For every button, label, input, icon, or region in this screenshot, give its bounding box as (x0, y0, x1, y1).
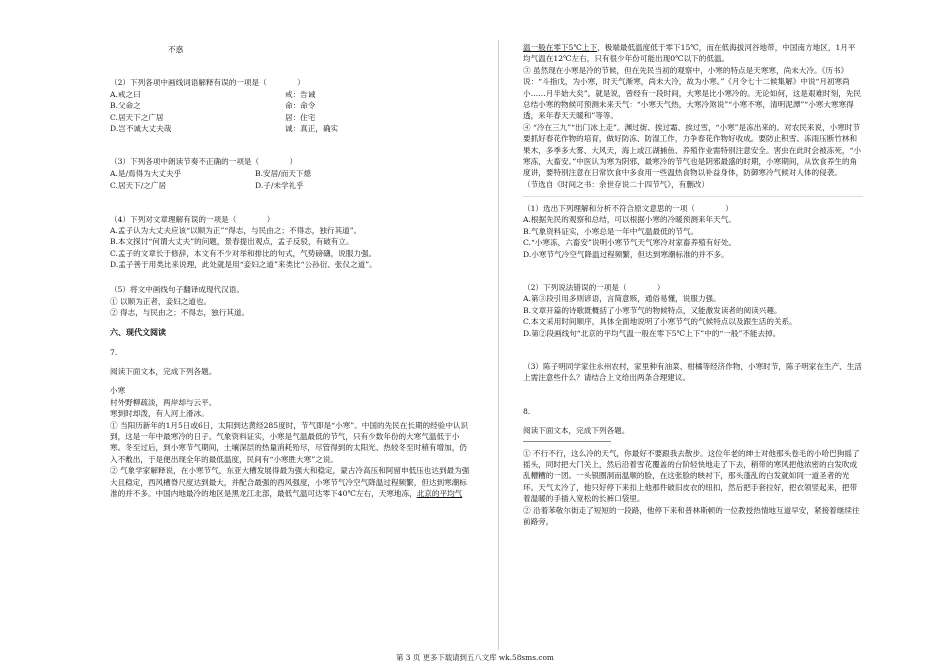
q7-intro: 阅读下面文本，完成下列各题。 (110, 367, 217, 377)
word-buhuo: 不惑 (168, 45, 184, 54)
right-column (523, 42, 863, 527)
q4-option-b: B.本文探讨“何谓大丈夫”的问题，景春提出观点，孟子反驳，有破有立。 (110, 237, 354, 247)
underlined-sentence-end: 温一般在零下5℃上下 (523, 43, 598, 52)
left-column (110, 44, 470, 499)
r-q1-option-d: D.小寒节气冷空气降温过程频繁，但达到寒潮标准的并不多。 (523, 249, 729, 259)
question-4 (110, 214, 470, 271)
section-title: 六、现代文阅读 (110, 327, 166, 337)
passage-source: （节选自《时间之书：余世存说二十四节气》，有删改） (523, 179, 710, 189)
q8-number: 8. (523, 406, 531, 416)
r-q1-option-b: B.气象资料证实，小寒总是一年中气温最低的节气。 (523, 226, 699, 236)
passage-paragraph-1: ① 当阳历新年的1月5日或6日，太阳到达黄经285度时，节气即是“小寒”。中国的先民在长期的经验中认识到，这是一年中最寒冷的日子。气象资料证实，小寒是气温最低的节气，只有少数年份的大寒气温低于小寒。冬至过后，到小寒节气期间，土壤深层的热量消耗殆尽，尽管得到的太阳光、热较冬至时稍有增加，仍入不敷出，于是便出现全年的最低温度，民间有“小寒胜大寒”之说。 (110, 420, 469, 464)
q3-stem: （3）下列各项中朗读节奏不正确的一项是（ ） (110, 157, 298, 167)
question-3 (110, 156, 470, 191)
column-divider (498, 40, 499, 650)
passage-paragraph-3: ③ 虽然现在小寒是冷的节候，但在先民当初的观察中，小寒的特点是天寒寒，尚未大冷。《历书》说：“斗指戊，为小寒，时天气渐寒，尚未大冷，故为小寒。”《月令七十二候集解》中说“月初寒尚小……月半始大矣”。就是说，曾经有一段时间，大寒是比小寒冷的。无论如何，这是艰难时刻，先民总结小寒的物候可预测未来天气：“小寒天气热，大寒冷煞说”“小寒不寒，清明泥潭”“小寒大寒寒得透，来年春天天暖和”等等。 (523, 65, 862, 121)
q4-option-d: D.孟子善于用类比来说理，此处就是用“妾妇之道”来类比“公孙衍、张仪之道”。 (110, 260, 377, 270)
r-q2-option-c: C.本文采用时间顺序，具体全面地说明了小寒节气的气候特点以及跟生活的关系。 (523, 317, 797, 327)
r-q2-option-d: D.第②段画线句“北京的平均气温一般在零下5℃上下”中的“一般”不能去掉。 (523, 328, 781, 338)
q2-option-d: D.岂不诚大丈夫哉 诚：真正，确实 (110, 123, 339, 133)
passage-paragraph-4: ④ “冷在三九”“出门冰上走”。渊过街、挨过霜、挨过雪，“小寒”是冻出来的。对农民来说，小寒时节要抓好春花作物的培育，做好防冻、防湿工作，力争春花作物好收成。要防止积雪、冻雨压断竹林和果木，多季多大雾、大风天，海上或江湖捕鱼、养殖作业需特别注意安全。害虫在此时会被冻死，“小寒冻，大畜安。”中医认为寒为阴邪，最寒冷的节气也是阴邪最盛的时期，小寒期间，从饮食养生的角度讲，要特别注意在日常饮食中多食用一些温热食物以补益身体，防御寒冷气候对人体的侵袭。 (523, 122, 862, 178)
q2-option-a: A.戒之曰 戒：告诫 (110, 89, 316, 99)
question-5 (110, 284, 470, 318)
r-q1-option-a: A.根据先民的观察和总结，可以根据小寒的冷暖预测来年天气。 (523, 215, 736, 225)
short-separator (523, 441, 611, 442)
poem-title: 小寒 (110, 386, 126, 396)
passage-paragraph-2: ② 气象学家解释说，在小寒节气，东亚大槽发展得最为强大和稳定，蒙古冷高压和阿留申低压也达到最为强大且稳定，西风槽脊尺度达到最大，并配合最强的西风强度，小寒节气冷空气降温过程频繁，但达到寒潮标准的并不多。中国内地最冷的地区是黑龙江北部，最低气温可达零下40℃左右，天寒地冻，北京的平均气 (110, 466, 470, 498)
separator (523, 196, 863, 197)
r-q3-stem: （3）陈子明同学家住永州农村，家里种有油菜、柑橘等经济作物，小寒时节，陈子明家在生产、生活上需注意些什么？请结合上文给出两条合理建议。 (523, 361, 862, 383)
r-q2-option-a: A.第③段引用多则谚语，言简意赅，通俗易懂，说服力强。 (523, 294, 721, 304)
question-1-right (523, 203, 863, 260)
q2-stem: （2）下列各项中画线词语解释有误的一项是（ ） (110, 78, 305, 88)
r-q2-option-b: B.文章开篇的诗歌既概括了小寒节气的物候特点，又能激发读者的阅读兴趣。 (523, 305, 782, 315)
question-2-right (523, 282, 863, 339)
q8-intro: 阅读下面文本，完成下列各题。 (523, 426, 630, 436)
q7-number: 7. (110, 347, 118, 357)
q3-option-c: C.居天下/之广居 (110, 181, 167, 191)
story-paragraph-2: ② 沿着苯敬尔街走了短短的一段路，他停下来和普林斯顿的一位教授热情地互道早安，紧接着继续往前路旁， (523, 505, 860, 526)
q4-stem: （4）下列对文章理解有误的一项是（ ） (110, 214, 275, 224)
q2-option-b: B.父命之 命：命令 (110, 101, 316, 111)
q3-option-a: A.是/焉得为大丈夫乎 (110, 168, 182, 178)
q3-option-d: D.子/未学礼乎 (255, 181, 304, 191)
underlined-sentence-start: 北京的平均气 (416, 488, 463, 498)
q5-item-1: ① 以顺为正者，妾妇之道也。 (110, 296, 212, 306)
poem-line-2: 寒到时却泼，有人河上滑冰。 (110, 409, 209, 419)
page-footer: 第 3 页 更多下载请到五八文库 wk.58sms.com (396, 653, 554, 662)
story-paragraph-1: ① 不行不行，这么冷的天气，你最好不要跟我去散步。这位年老的绅士对他那头卷毛的小哈巴狗摇了摇头，同时把大门关上，然后沿着雪花覆盖的台阶轻快地走了下去，稍带的寒风把他浓密的白发吹成乱糟糟的一团。一头银圈洞而温顺的脸，在这张脸的映衬下，那头蓬乱的白发就如同一道圣者的光环。天气太冷了，他只好停下来扣上他那件破旧皮衣的纽扣，然后把手套拉好，把衣领竖起来，把带着温暖的手插入宽松的长裤口袋里。 (523, 448, 860, 504)
q4-option-a: A.孟子认为大丈夫应该“以顺为正”“得志，与民由之；不得志，独行其道”。 (110, 225, 362, 235)
r-q1-option-c: C.“小寒冻，六畜安”说明小寒节气天气寒冷对家畜养殖有好处。 (523, 238, 737, 248)
poem-line-1: 村外野柳疏淡，两岸却与云平。 (110, 397, 217, 407)
question-2 (110, 77, 470, 134)
passage-paragraph-2-cont: 温一般在零下5℃上下，极端最低温度低于零下15℃，而在低海拔河谷地带，中国南方地区，1月平均气温在12℃左右，只有很少年份可能出现0℃以下的低温。 (523, 43, 856, 64)
q2-option-c: C.居天下之广居 居：住宅 (110, 112, 316, 122)
q5-item-2: ② 得志，与民由之；不得志，独行其道。 (110, 308, 250, 318)
q3-option-b: B.安居/而天下熄 (255, 168, 312, 178)
r-q1-stem: （1）选出下列理解和分析不符合原文意思的一项（ ） (523, 204, 733, 214)
r-q2-stem: （2）下列说法错误的一项是（ ） (523, 283, 665, 293)
q5-stem: （5）将文中画线句子翻译成现代汉语。 (110, 285, 244, 295)
q4-option-c: C.孟子的文章长于修辞，本文有不少对举和排比的句式，气势磅礴，说服力强。 (110, 248, 377, 258)
